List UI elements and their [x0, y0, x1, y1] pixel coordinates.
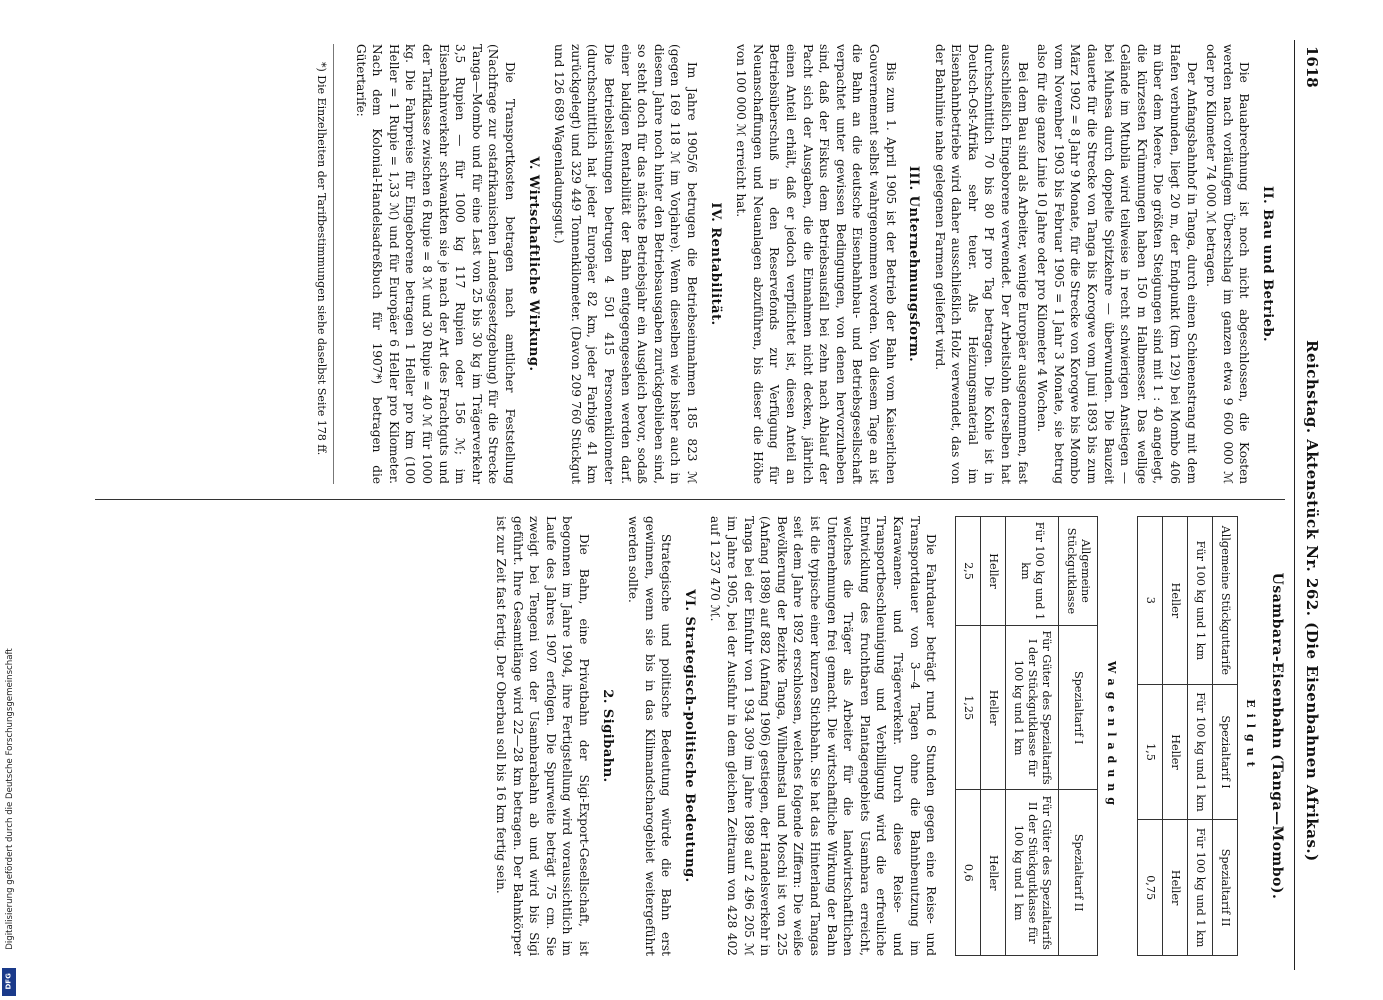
- paragraph: Die Transportkosten betragen nach amtlicher Feststellung (Nachfrage zur ostafrikanischen Landesgesetzgebung) für die Strecke Tanga—Mombo und für eine Last von 25 bis 30 kg im Trägerverkehr 3,5 Rupien — für 1000 kg 117 Rupien oder 156 ℳ; im Eisenbahnverkehr schwankten sie je nach der Art des Frachtguts und der Tarifklasse zwischen 6 Rupie = 8 ℳ und 30 Rupie = 40 ℳ für 1000 kg. Die Fahrpreise für Eingeborene betragen 1 Heller pro km (100 Heller = 1 Rupie = 1,33 ℳ) und für Europäer 6 Heller pro Kilometer. Nach dem Kolonial-Handelsadreßbuch für 1907*) betragen die Gütertarife:: [353, 44, 518, 484]
- section-heading: V. Wirtschaftliche Wirkung.: [525, 156, 541, 372]
- table-cell: Heller: [981, 790, 1006, 956]
- paragraph: Bei dem Bau sind als Arbeiter, wenige Europäer ausgenommen, fast ausschließlich Eingeborene verwendet. Der Arbeitslohn derselben hat durchschnittlich 70 bis 80 Pf pro Tag betragen. Die Kohle ist in Deutsch-Ost-Afrika sehr teuer. Als Heizungsmaterial im Eisenbahnbetriebe wird daher ausschließlich Holz verwendet, das von der Bahnlinie nahe gelegenen Farmen geliefert wird.: [932, 44, 1030, 484]
- table-cell: 1,5: [1137, 684, 1162, 820]
- table-row: [1162, 517, 1187, 956]
- table-caption: Eilgut: [1244, 699, 1258, 773]
- paragraph: Die Fahrdauer beträgt rund 6 Stunden gegen eine Reise- und Transportdauer von 3—4 Tagen ohne die Bahnbenutzung im Karawanen- und Trägerverkehr. Durch diese Reise- und Transportbeschleunigung und Verbilligung wird die erfreuliche Entwicklung des fruchtbaren Plantagengebiets Usambara erreicht, welches die Träger als Arbeiter für die landwirtschaftlichen Unternehmungen frei gemacht. Die wirtschaftliche Wirkung der Bahn ist die typische einer kurzen Stichbahn. Sie hat das Hinterland Tangas seit dem Jahre 1892 erschlossen, welches folgende Ziffern: Die weiße Bevölkerung der Bezirke Tanga, Wilhelmstal und Moschi ist von 225 (Anfang 1898) auf 882 (Anfang 1906) gestiegen, der Handelsverkehr in Tanga bei der Einfuhr von 1 934 309 im Jahre 1898 auf 2 496 205 ℳ im Jahre 1905, bei der Ausfuhr in dem gleichen Zeitraum von 428 402 auf 1 237 470 ℳ.: [708, 516, 939, 956]
- footnote: *) Die Einzelheiten der Tarifbestimmungen siehe daselbst Seite 178 ff.: [313, 44, 335, 484]
- left-column: [313, 44, 1285, 484]
- table-cell: 2,5: [956, 517, 981, 626]
- table-row: [981, 517, 1006, 956]
- table-cell: 3: [1137, 517, 1162, 685]
- section-heading: III. Unternehmungsform.: [906, 165, 922, 363]
- page-number: 1618: [1303, 46, 1321, 88]
- rotated-document-page: [15, 40, 1325, 970]
- railway-title: Usambara-Eisenbahn (Tanga—Mombo).: [1269, 572, 1285, 900]
- column-divider: [95, 499, 1285, 500]
- table-row: [1212, 517, 1237, 956]
- table-header-cell: Spezialtarif I: [1212, 684, 1237, 820]
- running-title: Reichstag. Aktenstück Nr. 262. (Die Eisenbahnen Afrikas.): [1303, 340, 1321, 862]
- paragraph: Im Jahre 1905/6 betrugen die Betriebseinnahmen 185 823 ℳ (gegen 169 118 ℳ im Vorjahre). Wenn dieselben wie bisher auch in diesem Jahre noch hinter den Betriebsausgaben zurückgeblieben sind, so steht doch für das nächste Betriebsjahr ein Ausgleich bevor, sodaß einer baldigen Rentabilität der Bahn entgegengesehen werden darf. Die Betriebsleistungen betrugen 4 501 415 Personenkilometer (durchschnittlich hat jeder Europäer 82 km, jeder Farbige 41 km zurückgelegt) und 329 449 Tonnenkilometer. (Davon 209 760 Stückgut und 126 689 Wagenladungsgut.): [552, 44, 699, 484]
- table-cell: 0,6: [956, 790, 981, 956]
- paragraph: Strategische und politische Bedeutung würde die Bahn erst gewinnen, wenn sie bis in das Kilimandscharogebiet weitergeführt werden sollte.: [626, 516, 674, 956]
- paragraph: Bis zum 1. April 1905 ist der Betrieb der Bahn vom Kaiserlichen Gouvernement selbst wahrgenommen worden. Von diesem Tage an ist die Bahn an die deutsche Eisenbahnbau- und Betriebsgesellschaft verpachtet unter gewissen Bedingungen, von denen hervorzuheben sind, daß der Fiskus dem Betriebsausfall bei zehn nach Ablauf der Pacht sich der Ausgaben, die die Einnahmen nicht decken, jährlich einen Anteil erhält, daß er jedoch verpflichtet ist, diesen Anteil an Betriebsüberschuß in den Reservefonds zur Verfügung für Neuanschaffungen und Neuanlagen abzuführen, bis dieser die Höhe von 100 000 ℳ erreicht hat.: [734, 44, 898, 484]
- dfg-logo-text: DFG: [4, 973, 13, 990]
- table-cell: Für 100 kg und 1 km: [1187, 684, 1212, 820]
- table-row: [956, 517, 981, 956]
- dfg-logo: [2, 968, 16, 996]
- header-rule: [1294, 40, 1295, 970]
- table-header-cell: Allgemeine Stückgutklasse: [1059, 517, 1098, 626]
- table-cell: Für 100 kg und 1 km: [1187, 517, 1212, 685]
- table-cell: Für 100 kg und 1 km: [1006, 517, 1059, 626]
- table-cell: Heller: [1162, 517, 1187, 685]
- paragraph: Die Bauabrechnung ist noch nicht abgeschlossen, die Kosten werden nach vorläufigem Überschlag im ganzen etwa 9 600 000 ℳ oder pro Kilometer 74 000 ℳ betragen.: [1204, 44, 1252, 484]
- table-cell: Für Güter des Spezialtarifs I der Stückgutklasse für 100 kg und 1 km: [1006, 625, 1059, 790]
- page-header: [1293, 40, 1325, 970]
- section-heading: IV. Rentabilität.: [707, 202, 723, 326]
- right-column: [489, 516, 1285, 956]
- section-heading: VI. Strategisch-politische Bedeutung.: [681, 589, 697, 883]
- table-cell: Heller: [981, 625, 1006, 790]
- tariff-table-wagenladung: [955, 516, 1098, 956]
- digitization-credit: [2, 612, 18, 992]
- paragraph: Die Bahn, eine Privatbahn der Sigi-Export-Gesellschaft, ist begonnen im Jahre 1904, ihre Fertigstellung wird voraussichtlich im Laufe des Jahres 1907 erfolgen. Die Spurweite beträgt 75 cm. Sie zweigt bei Tengeni von der Usambarabahn ab und wird bis Sigi geführt. Ihre Gesamtlänge wird 22—28 km betragen. Der Bahnkörper ist zur Zeit fast fertig. Der Oberbau soll bis 16 km fertig sein.: [493, 516, 591, 956]
- table-cell: 1,25: [956, 625, 981, 790]
- table-header-cell: Spezialtarif II: [1212, 820, 1237, 956]
- table-cell: Heller: [1162, 820, 1187, 956]
- table-cell: Für 100 kg und 1 km: [1187, 820, 1212, 956]
- table-cell: Heller: [981, 517, 1006, 626]
- paragraph: Der Anfangsbahnhof in Tanga, durch einen Schienenstrang mit dem Hafen verbunden, liegt 20 m, der Endpunkt (km 129) bei Mombo 406 m über dem Meere. Die größten Steigungen sind mit 1 : 40 angelegt, die kürzesten Krümmungen haben 150 m Halbmesser. Das wellige Gelände im Mtubila wird teilweise in recht schwierigen Anstiegen — bei Muhesa durch doppelte Spitzkehre — überwunden. Die Bauzeit dauerte für die Strecke von Tanga bis Korogwe vom Juni 1893 bis zum März 1902 = 8 Jahr 9 Monate, für die Strecke von Korogwe bis Mombo vom November 1903 bis Februar 1905 = 1 Jahr 3 Monate, sie betrug also für die ganze Linie 10 Jahre oder pro Kilometer 4 Wochen.: [1035, 44, 1199, 484]
- table-cell: 0,75: [1137, 820, 1162, 956]
- table-caption: Wagenladung: [1104, 661, 1118, 811]
- table-header-cell: Allgemeine Stückguttarife: [1212, 517, 1237, 685]
- tariff-table-eilgut: [1137, 516, 1238, 956]
- table-header-cell: Spezialtarif II: [1059, 790, 1098, 956]
- section-heading: II. Bau und Betrieb.: [1260, 185, 1275, 343]
- table-header-cell: Spezialtarif I: [1059, 625, 1098, 790]
- table-row: [1137, 517, 1162, 956]
- table-row: [1006, 517, 1059, 956]
- credit-text: Digitalisierung gefördert durch die Deutsche Forschungsgemeinschaft: [5, 648, 15, 950]
- table-row: [1059, 517, 1098, 956]
- table-row: [1187, 517, 1212, 956]
- table-cell: Für Güter des Spezialtarifs II der Stückgutklasse für 100 kg und 1 km: [1006, 790, 1059, 956]
- section-heading: 2. Sigibahn.: [599, 689, 615, 783]
- table-cell: Heller: [1162, 684, 1187, 820]
